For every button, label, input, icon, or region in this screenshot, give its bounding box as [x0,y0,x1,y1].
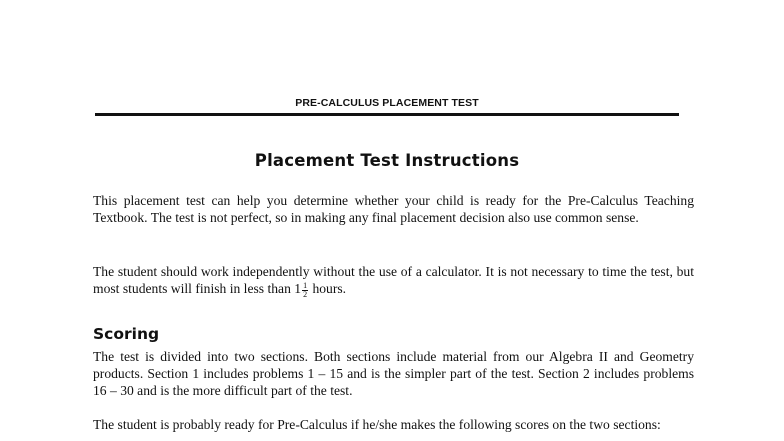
instructions-text-end: hours. [309,281,347,296]
header-rule [95,113,679,116]
scoring-heading: Scoring [93,325,160,343]
instructions-text: The student should work independently without the use of a calculator. It is not necessary to time the test, but most students will finish in less than 1 [93,264,694,296]
scores-paragraph: The student is probably ready for Pre-Calculus if he/she makes the following scores on the two sections: [93,417,661,432]
instructions-paragraph [93,263,694,299]
scoring-paragraph: The test is divided into two sections. Both sections include material from our Algebra II and Geometry products. Section 1 includes problems 1 – 15 and is the simpler part of the test. Section 2 includes problems 16 – 30 and is the more difficult part of the test. [93,349,694,398]
fraction-one-half [302,282,308,299]
intro-paragraph: This placement test can help you determine whether your child is ready for the Pre-Calculus Teaching Textbook. The test is not perfect, so in making any final placement decision also use common sense. [93,193,694,225]
document-title: Placement Test Instructions [254,151,520,170]
fraction-numerator: 1 [303,281,308,290]
running-header: PRE-CALCULUS PLACEMENT TEST [295,97,479,109]
fraction-denominator: 2 [303,290,308,299]
